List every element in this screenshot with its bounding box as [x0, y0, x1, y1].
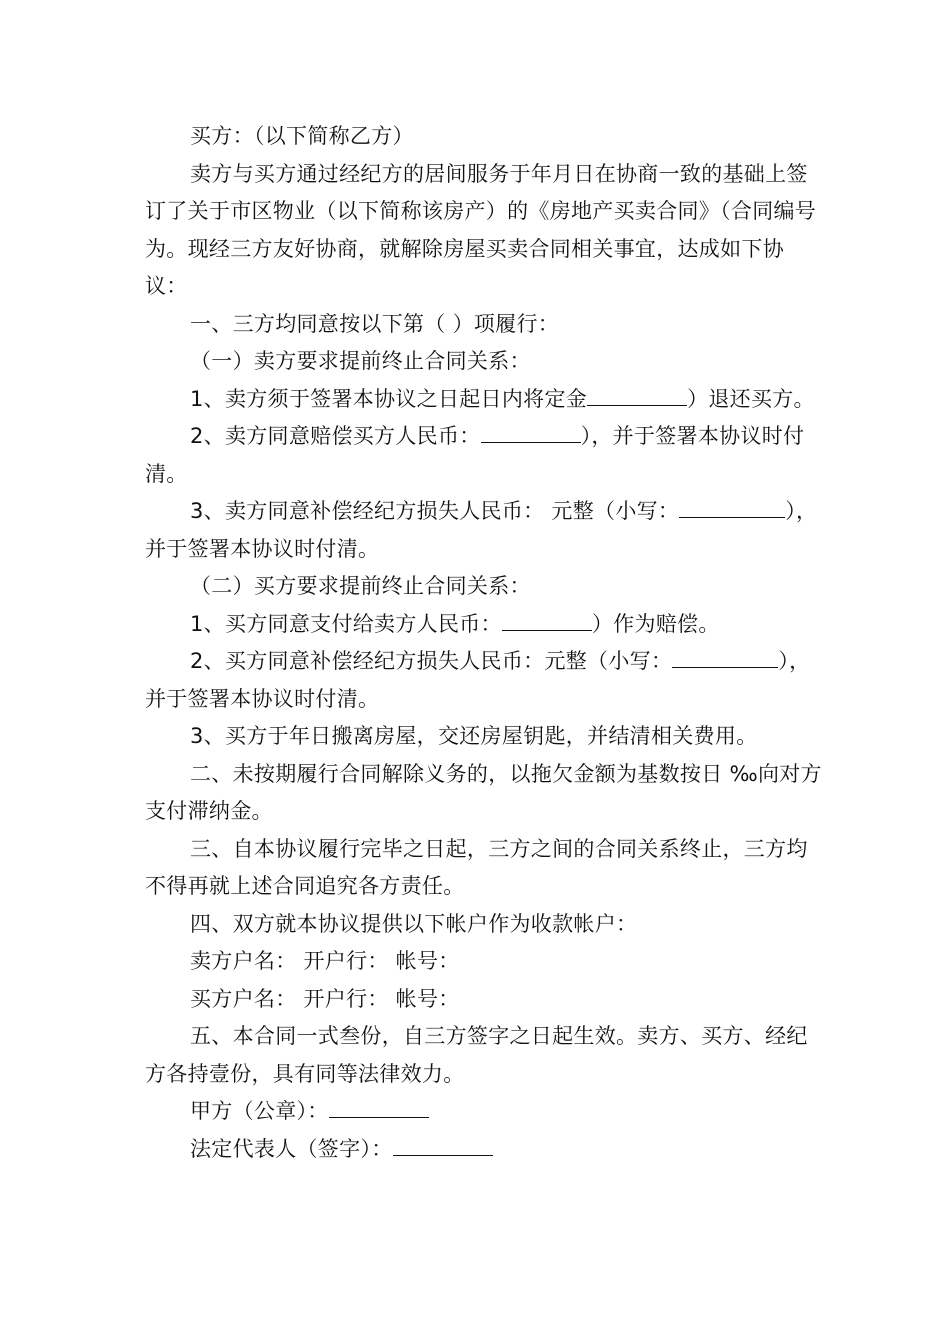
seller-item-1-text-b: ）退还买方。: [687, 386, 815, 411]
compensation-blank: [481, 420, 581, 443]
clause-3: 三、自本协议履行完毕之日起，三方之间的合同关系终止，三方均不得再就上述合同追究各方责任。: [145, 836, 808, 898]
buyer-item-1-text-b: ）作为赔偿。: [591, 611, 720, 636]
legal-rep-label: 法定代表人（签字）：: [190, 1136, 393, 1161]
clause-4: 四、双方就本协议提供以下帐户作为收款帐户：: [190, 911, 638, 936]
legal-rep-signature-blank: [393, 1133, 493, 1156]
buyer-item-3: 3、买方于年日搬离房屋，交还房屋钥匙，并结清相关费用。: [190, 724, 758, 748]
party-a-seal-blank: [329, 1095, 429, 1118]
seller-item-1-text-a: 1、卖方须于签署本协议之日起日内将定金: [190, 386, 588, 411]
seller-termination-heading: （一）卖方要求提前终止合同关系：: [190, 349, 531, 373]
seller-item-1: [145, 381, 825, 419]
legal-rep-line: [145, 1131, 825, 1169]
seller-item-2: [145, 418, 825, 493]
deposit-blank: [587, 383, 687, 406]
seller-item-3-text-a: 3、卖方同意补偿经纪方损失人民币： 元整（小写：: [190, 499, 680, 523]
buyer-item-2: [145, 643, 825, 718]
seller-item-2-text-a: 2、卖方同意赔偿买方人民币：: [190, 424, 481, 448]
seller-account-line: 卖方户名： 开户行： 帐号：: [190, 949, 460, 973]
buyer-line: 买方：（以下简称乙方）: [190, 124, 414, 148]
buyer-item-1-text-a: 1、买方同意支付给卖方人民币：: [190, 611, 502, 636]
document-body: [145, 118, 825, 1168]
buyer-termination-heading: （二）买方要求提前终止合同关系：: [190, 574, 531, 598]
party-a-label: 甲方（公章）：: [190, 1099, 329, 1123]
agent-loss-blank-seller-a: [679, 495, 777, 518]
buyer-item-1: [145, 606, 825, 644]
buyer-account-line: 买方户名： 开户行： 帐号：: [190, 986, 460, 1011]
intro-paragraph: 卖方与买方通过经纪方的居间服务于年月日在协商一致的基础上签订了关于市区物业（以下简称该房产）的《房地产买卖合同》（合同编号为。现经三方友好协商，就解除房屋买卖合同相关事宜，达成如下协议：: [145, 161, 817, 298]
buyer-item-2-text-b: ），并于签署本协议时付清。: [145, 649, 811, 711]
clause-5: 五、本合同一式叁份，自三方签字之日起生效。卖方、买方、经纪方各持壹份，具有同等法律效力。: [145, 1024, 808, 1086]
seller-item-3: [145, 493, 825, 568]
party-a-seal-line: [145, 1093, 825, 1131]
clause-1-heading: 一、三方均同意按以下第（ ）项履行：: [190, 311, 560, 336]
agent-loss-blank-buyer-a: [672, 645, 770, 668]
seller-item-3-text-b: ），并于签署本协议时付清。: [145, 499, 818, 561]
buyer-payment-blank: [502, 608, 592, 631]
seller-item-2-text-b: ），并于签署本协议时付清。: [145, 424, 805, 486]
clause-2: 二、未按期履行合同解除义务的，以拖欠金额为基数按日 ‰向对方支付滞纳金。: [145, 761, 822, 823]
buyer-item-2-text-a: 2、买方同意补偿经纪方损失人民币：元整（小写：: [190, 649, 673, 673]
